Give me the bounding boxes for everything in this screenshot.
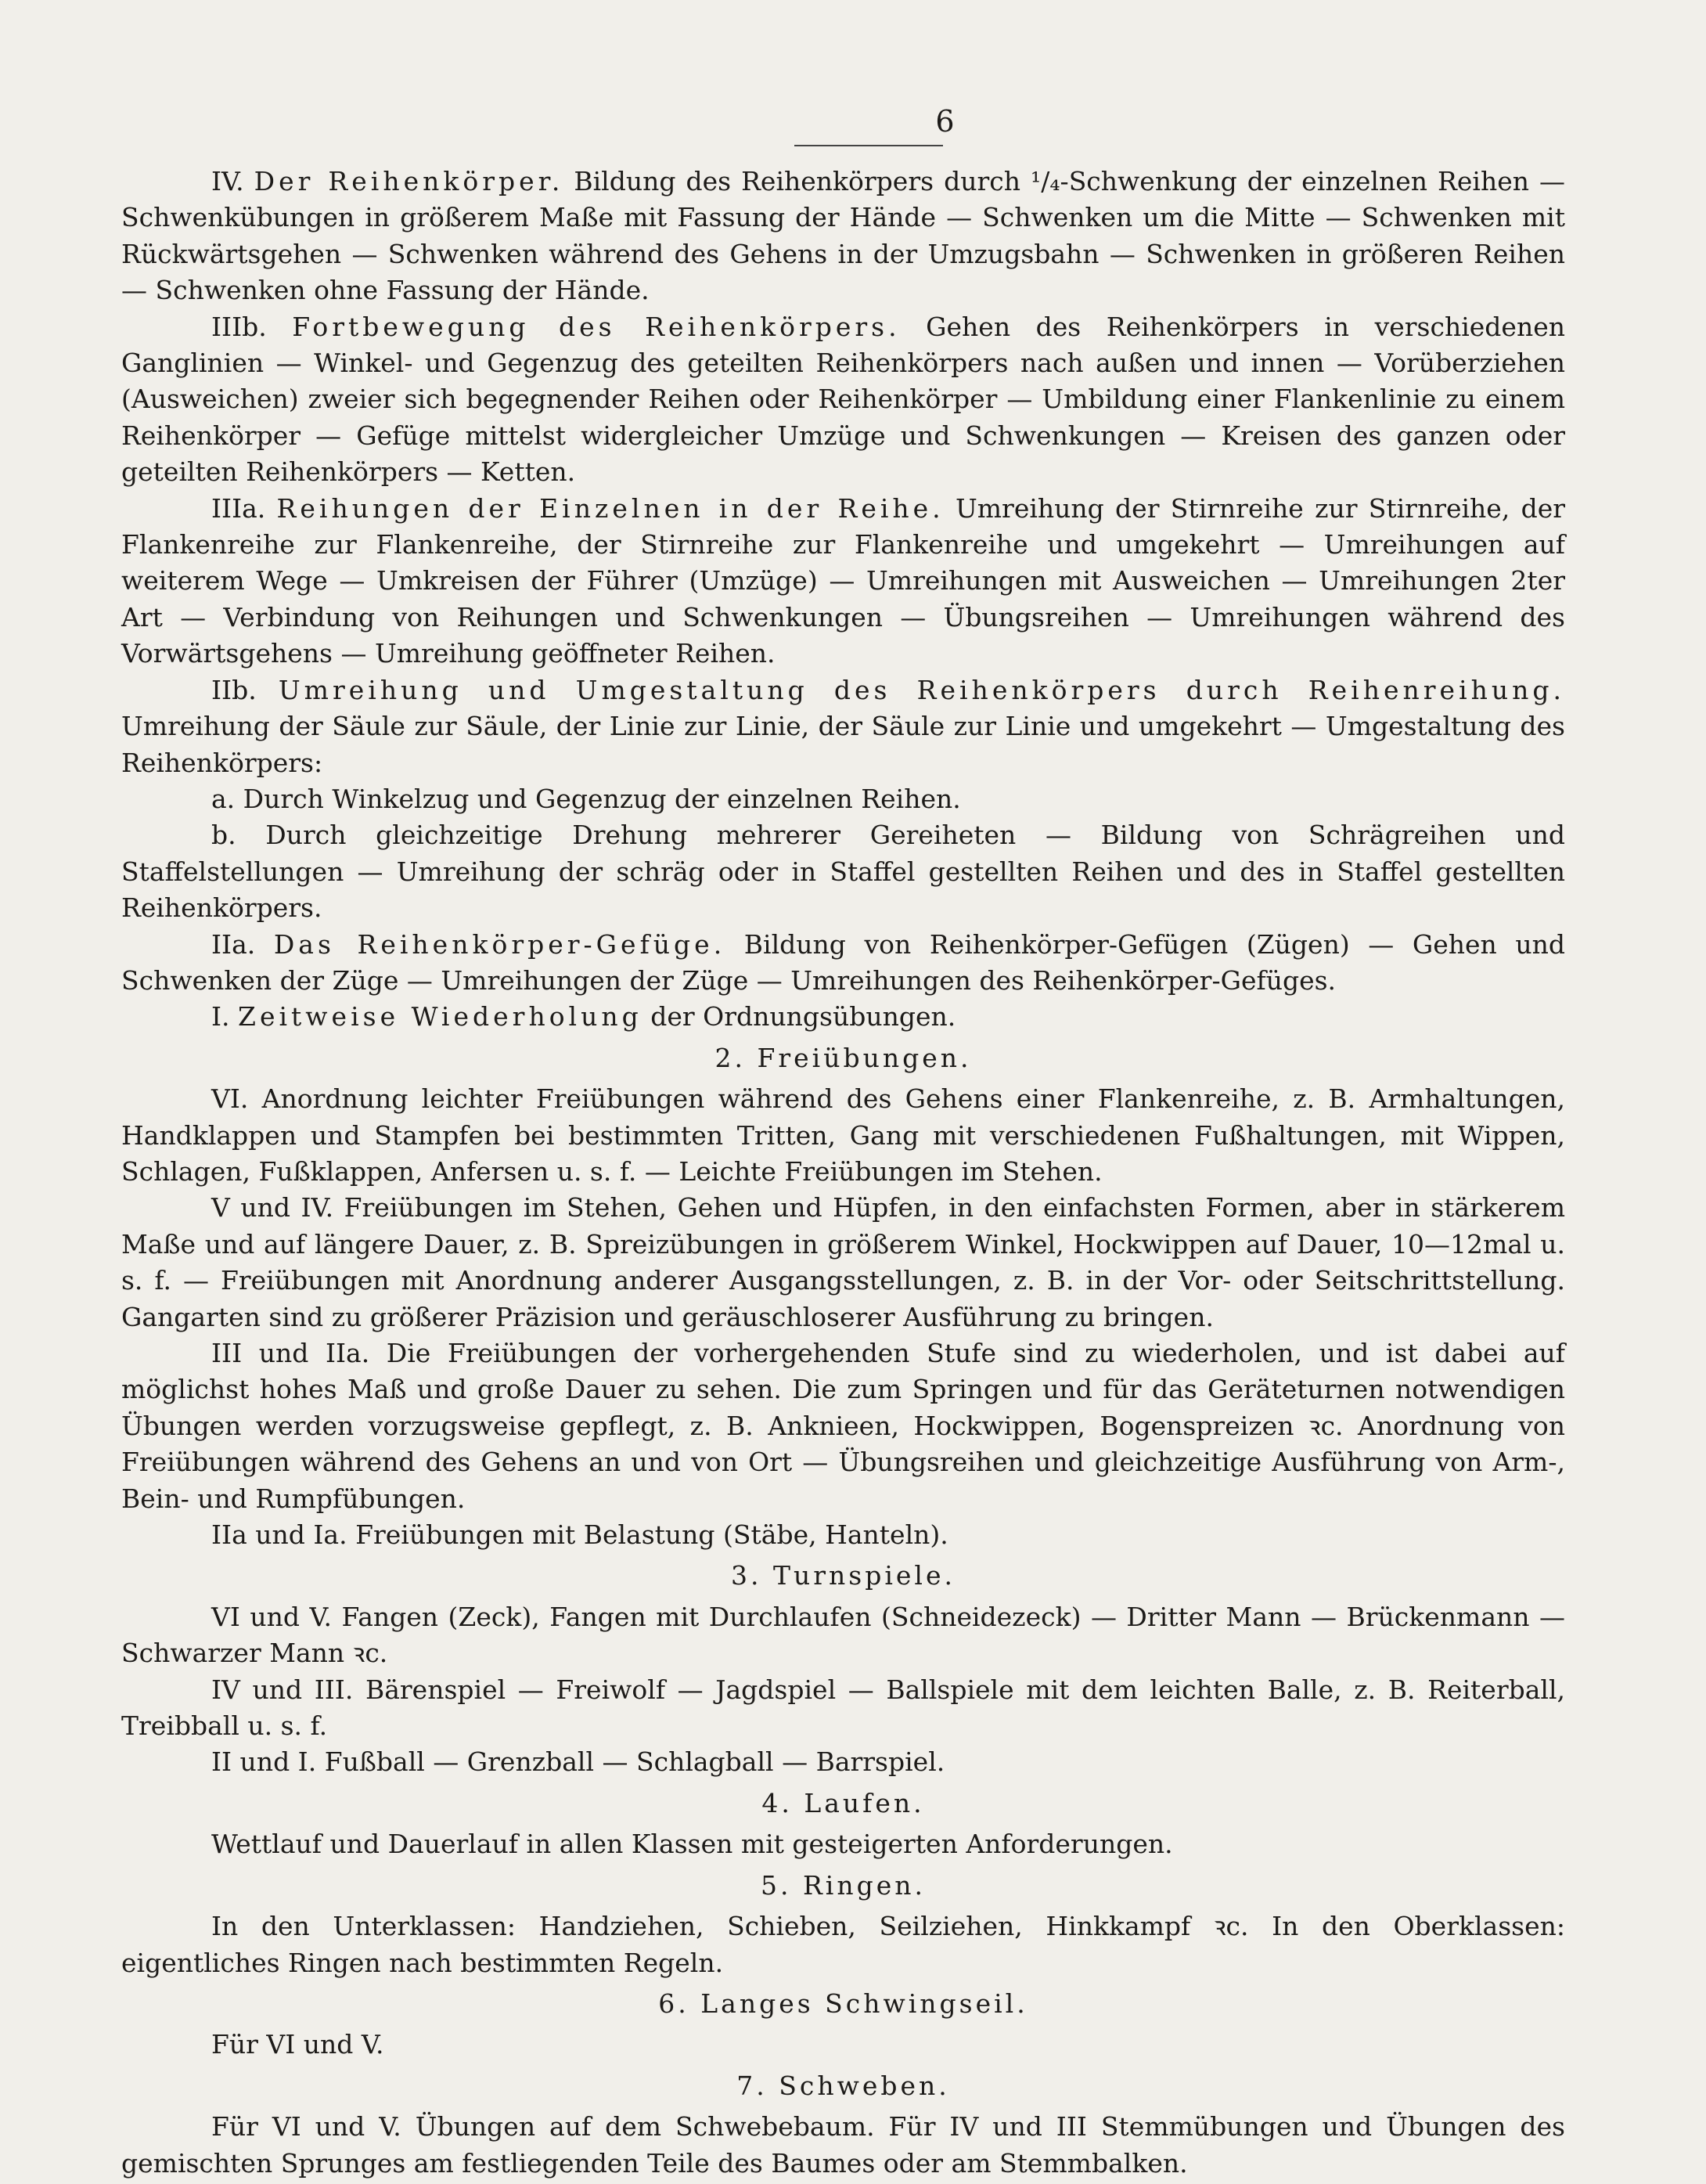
class-label: IV und III.	[211, 1674, 354, 1705]
paragraph-laufen: Wettlauf und Dauerlauf in allen Klassen mit gesteigerten Anforderungen.	[211, 1829, 1173, 1860]
section-heading-freiuebungen: 2. Freiübungen.	[714, 1042, 972, 1073]
paragraph-text: Bärenspiel — Freiwolf — Jagdspiel — Ballspiele mit dem leichten Balle, z. B. Reiterball, Treibball u. s. f.	[121, 1674, 1565, 1742]
paragraph-text: Umreihung der Säule zur Säule, der Linie zur Linie, der Säule zur Linie und umgekehrt — Umgestaltung des Reihenkörpers:	[121, 711, 1565, 778]
paragraph-text: Die Freiübungen der vorhergehenden Stufe sind zu wiederholen, und ist dabei auf möglichst hohes Maß und große Dauer zu sehen. Die zum Springen und für das Geräteturnen notwendigen Übungen werden vorzugsweise gepflegt, z. B. Anknieen, Hockwippen, Bogenspreizen ꝛc. Anordnung von Freiübungen während des Gehens an und von Ort — Übungsreihen und gleichzeitige Ausführung von Arm-, Bein- und Rumpfübungen.	[121, 1338, 1565, 1514]
paragraph-title: Fortbewegung des Reihenkörpers.	[292, 311, 901, 342]
class-label: IIb.	[211, 674, 257, 705]
class-label: IIa.	[211, 928, 256, 960]
paragraph-text: Fangen (Zeck), Fangen mit Durchlaufen (Schneidezeck) — Dritter Mann — Brückenmann — Schwarzer Mann ꝛc.	[121, 1601, 1566, 1669]
class-label: III und IIa.	[211, 1338, 370, 1368]
paragraph-text: Bildung von Reihenkörper-Gefügen (Zügen) — Gehen und Schwenken der Züge — Umreihungen der Züge — Umreihungen des Reihenkörper-Gefüges.	[121, 928, 1565, 996]
paragraph-text: Fußball — Grenzball — Schlagball — Barrspiel.	[324, 1746, 945, 1778]
paragraph-iv	[121, 164, 1565, 309]
paragraph-title: Reihungen der Einzelnen in der Reihe.	[276, 492, 945, 524]
paragraph-iib	[121, 672, 1565, 781]
paragraph-text: Freiübungen im Stehen, Gehen und Hüpfen, in den einfachsten Formen, aber in stärkerem Maße und auf längere Dauer, z. B. Spreizübungen in größerem Winkel, Hockwippen auf Dauer, 10—12mal u. s. f. — Freiübungen mit Anordnung anderer Ausgangsstellungen, z. B. in der Vor- oder Seitschrittstellung. Gangarten sind zu größerer Präzision und geräuschloserer Ausführung zu bringen.	[121, 1192, 1566, 1332]
paragraph-iib-b: b. Durch gleichzeitige Drehung mehrerer Gereiheten — Bildung von Schrägreihen und Staffelstellungen — Umreihung der schräg oder in Staffel gestellten Reihen und des in Staffel gestellten Reihenkörpers.	[121, 820, 1565, 924]
paragraph-text: Freiübungen mit Belastung (Stäbe, Hanteln).	[355, 1519, 948, 1551]
paragraph-frei-iia-ia	[121, 1517, 1565, 1553]
paragraph-spiele-iv-iii	[121, 1672, 1565, 1745]
paragraph-spiele-vi-v	[121, 1599, 1565, 1672]
paragraph-frei-vi	[121, 1081, 1565, 1190]
paragraph-title: Zeitweise Wiederholung	[238, 1001, 642, 1033]
class-label: VI und V.	[211, 1601, 333, 1632]
class-label: IIIb.	[211, 311, 267, 342]
paragraph-frei-v-iv	[121, 1190, 1565, 1335]
paragraph-iiib	[121, 309, 1565, 491]
paragraph-title: Das Reihenkörper-Gefüge.	[273, 928, 726, 960]
class-label: V und IV.	[211, 1192, 334, 1224]
class-label: IV.	[211, 166, 244, 196]
paragraph-schwingseil: Für VI und V.	[211, 2029, 384, 2060]
paragraph-iia	[121, 927, 1565, 1000]
paragraph-iiia	[121, 491, 1565, 672]
section-heading-laufen: 4. Laufen.	[761, 1787, 925, 1818]
document-page	[121, 98, 1565, 2182]
header-rule	[794, 145, 943, 146]
paragraph-iib-a: a. Durch Winkelzug und Gegenzug der einzelnen Reihen.	[211, 783, 961, 814]
paragraph-i	[121, 999, 1565, 1035]
section-heading-ringen: 5. Ringen.	[760, 1869, 927, 1901]
section-heading-schweben: 7. Schweben.	[736, 2070, 950, 2101]
class-label: IIIa.	[211, 492, 266, 524]
paragraph-title: Der Reihenkörper.	[254, 166, 564, 196]
section-heading-turnspiele: 3. Turnspiele.	[731, 1560, 956, 1591]
class-label: VI.	[211, 1083, 249, 1115]
paragraph-schweben: Für VI und V. Übungen auf dem Schwebebaum. Für IV und III Stemmübungen und Übungen des gemischten Sprunges am festliegenden Teile des Baumes oder am Stemmbalken.	[121, 2111, 1565, 2179]
paragraph-text: Gehen des Reihenkörpers in verschiedenen Ganglinien — Winkel- und Gegenzug des geteilten Reihenkörpers nach außen und innen — Vorüberziehen (Ausweichen) zweier sich begegnender Reihen oder Reihenkörper — Umbildung einer Flankenlinie zu einem Reihenkörper — Gefüge mittelst widergleicher Umzüge und Schwenkungen — Kreisen des ganzen oder geteilten Reihenkörpers — Ketten.	[121, 311, 1565, 488]
class-label: I.	[211, 1001, 230, 1033]
paragraph-spiele-ii-i	[121, 1744, 1565, 1780]
class-label: II und I.	[211, 1746, 317, 1778]
class-label: IIa und Ia.	[211, 1519, 347, 1551]
paragraph-text: Anordnung leichter Freiübungen während des Gehens einer Flankenreihe, z. B. Armhaltungen, Handklappen und Stampfen bei bestimmten Tritten, Gang mit verschiedenen Fußhaltungen, mit Wippen, Schlagen, Fußklappen, Anfersen u. s. f. — Leichte Freiübungen im Stehen.	[121, 1083, 1565, 1187]
paragraph-text: Bildung des Reihenkörpers durch ¹/₄-Schwenkung der einzelnen Reihen — Schwenkübungen in größerem Maße mit Fassung der Hände — Schwenken um die Mitte — Schwenken mit Rückwärtsgehen — Schwenken während des Gehens in der Umzugsbahn — Schwenken in größeren Reihen — Schwenken ohne Fassung der Hände.	[121, 166, 1566, 306]
paragraph-text: der Ordnungsübungen.	[650, 1001, 956, 1033]
paragraph-text: Umreihung der Stirnreihe zur Stirnreihe, der Flankenreihe zur Flankenreihe, der Stirnreihe zur Flankenreihe und umgekehrt — Umreihungen auf weiterem Wege — Umkreisen der Führer (Umzüge) — Umreihungen mit Ausweichen — Umreihungen 2ter Art — Verbindung von Reihungen und Schwenkungen — Übungsreihen — Umreihungen während des Vorwärtsgehens — Umreihung geöffneter Reihen.	[121, 492, 1566, 669]
paragraph-ringen: In den Unterklassen: Handziehen, Schieben, Seilziehen, Hinkkampf ꝛc. In den Oberklassen: eigentliches Ringen nach bestimmten Regeln.	[121, 1911, 1565, 1978]
section-heading-schwingseil: 6. Langes Schwingseil.	[658, 1988, 1028, 2019]
paragraph-title: Umreihung und Umgestaltung des Reihenkörpers durch Reihenreihung.	[278, 674, 1566, 705]
paragraph-frei-iii-iia	[121, 1335, 1565, 1517]
page-number: 6	[935, 104, 955, 139]
